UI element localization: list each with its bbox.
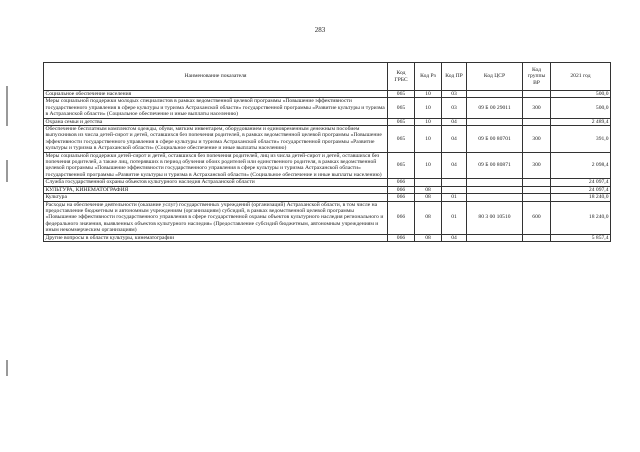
row-pr: 03 (442, 91, 467, 98)
row-name: Охрана семьи и детства (44, 118, 388, 125)
row-amount: 391,0 (551, 126, 611, 153)
col-header-year: 2021 год (551, 63, 611, 91)
row-pr (442, 186, 467, 193)
row-grbs: 065 (388, 91, 415, 98)
scan-margin-mark (6, 160, 8, 182)
row-csr (467, 234, 523, 241)
table-row (44, 186, 611, 193)
row-vr (523, 91, 551, 98)
row-grbs: 066 (388, 179, 415, 186)
row-amount: 500,0 (551, 91, 611, 98)
table-row (44, 98, 611, 118)
table-row (44, 126, 611, 153)
row-csr (467, 194, 523, 201)
col-header-grbs: Код ГРБС (388, 63, 415, 91)
row-amount: 2 489,4 (551, 118, 611, 125)
row-rz: 10 (415, 98, 442, 118)
row-name: Культура (44, 194, 388, 201)
table-row (44, 118, 611, 125)
row-name: Расходы на обеспечение деятельности (оказание услуг) государственных учреждений (организаций) Астраханской области, в том числе на предоставление бюджетным и автономным учреждениям (организациям) субсидий, в рамках ведомственной целевой программы «Повышение эффективности государственного управления в сфере государственной охраны объектов культурного наследия регионального и федерального значения, выявленных объектов культурного наследия» (Предоставление субсидий бюджетным, автономным учреждениям и иным некоммерческим организациям) (44, 201, 388, 234)
row-pr: 01 (442, 194, 467, 201)
row-amount: 500,0 (551, 98, 611, 118)
col-header-rz: Код Рз (415, 63, 442, 91)
row-grbs: 066 (388, 234, 415, 241)
row-rz (415, 179, 442, 186)
row-name: Меры социальной поддержки детей-сирот и детей, оставшихся без попечения родителей, лиц из числа детей-сирот и детей, оставшихся без попечения родителей, а также лиц, потерявших в период обучения обоих родителей или единственного родителя, в рамках ведомственной целевой программы «Повышение эффективности государственного управления в сфере культуры и туризма Астраханской области» государственной программы «Развитие культуры и туризма в Астраханской области» (Социальное обеспечение и иные выплаты населению) (44, 152, 388, 179)
row-csr (467, 118, 523, 125)
row-rz: 08 (415, 234, 442, 241)
table-header-row (44, 63, 611, 91)
row-csr (467, 186, 523, 193)
table-row (44, 234, 611, 241)
row-vr: 300 (523, 152, 551, 179)
row-vr (523, 186, 551, 193)
row-grbs: 065 (388, 98, 415, 118)
row-name: Обеспечение бесплатным комплектом одежды, обуви, мягким инвентарем, оборудованием и единовременным денежным пособием выпускников из числа детей-сирот и детей, оставшихся без попечения родителей, в рамках ведомственной целевой программы «Повышение эффективности государственного управления в сфере культуры и туризма Астраханской области» государственной программы «Развитие культуры и туризма в Астраханской области» (Социальное обеспечение и иные выплаты населению) (44, 126, 388, 153)
row-grbs: 065 (388, 118, 415, 125)
row-vr (523, 194, 551, 201)
row-pr: 04 (442, 152, 467, 179)
col-header-name: Наименование показателя (44, 63, 388, 91)
row-amount: 24 097,4 (551, 179, 611, 186)
row-vr: 600 (523, 201, 551, 234)
row-amount: 18 240,0 (551, 201, 611, 234)
row-rz: 08 (415, 194, 442, 201)
row-grbs: 066 (388, 194, 415, 201)
row-amount: 2 098,4 (551, 152, 611, 179)
row-name: КУЛЬТУРА, КИНЕМАТОГРАФИЯ (44, 186, 388, 193)
row-rz: 10 (415, 118, 442, 125)
col-header-vr: Код группы ВР (523, 63, 551, 91)
table-row (44, 179, 611, 186)
col-header-pr: Код ПР (442, 63, 467, 91)
row-pr: 04 (442, 118, 467, 125)
row-rz: 10 (415, 91, 442, 98)
row-grbs: 066 (388, 186, 415, 193)
row-rz: 10 (415, 126, 442, 153)
col-header-csr: Код ЦСР (467, 63, 523, 91)
table-row (44, 152, 611, 179)
row-amount: 5 857,4 (551, 234, 611, 241)
row-pr: 04 (442, 234, 467, 241)
scan-margin-mark (6, 86, 8, 126)
row-vr: 300 (523, 126, 551, 153)
row-rz: 08 (415, 186, 442, 193)
row-csr: 80 3 00 10510 (467, 201, 523, 234)
row-amount: 18 240,0 (551, 194, 611, 201)
row-pr (442, 179, 467, 186)
row-csr: 09 Б 00 80871 (467, 152, 523, 179)
row-csr: 09 Б 00 80701 (467, 126, 523, 153)
table-row (44, 91, 611, 98)
row-grbs: 066 (388, 201, 415, 234)
row-vr (523, 118, 551, 125)
scan-margin-mark (6, 360, 8, 376)
row-amount: 24 097,4 (551, 186, 611, 193)
page-number: 283 (314, 26, 326, 34)
row-rz: 10 (415, 152, 442, 179)
table-row (44, 201, 611, 234)
row-name: Социальное обеспечение населения (44, 91, 388, 98)
row-csr: 09 Б 00 29011 (467, 98, 523, 118)
row-name: Другие вопросы в области культуры, кинематографии (44, 234, 388, 241)
row-csr (467, 179, 523, 186)
row-rz: 08 (415, 201, 442, 234)
row-pr: 04 (442, 126, 467, 153)
table-row (44, 194, 611, 201)
row-grbs: 065 (388, 126, 415, 153)
row-name: Меры социальной поддержки молодых специалистов в рамках ведомственной целевой программы «Повышение эффективности государственного управления в сфере культуры и туризма Астраханской области» государственной программы «Развитие культуры и туризма в Астраханской области» (Социальное обеспечение и иные выплаты населению) (44, 98, 388, 118)
row-vr (523, 179, 551, 186)
row-vr (523, 234, 551, 241)
budget-table (43, 62, 611, 242)
row-pr: 01 (442, 201, 467, 234)
row-vr: 300 (523, 98, 551, 118)
row-name: Служба государственной охраны объектов культурного наследия Астраханской области (44, 179, 388, 186)
row-grbs: 065 (388, 152, 415, 179)
row-pr: 03 (442, 98, 467, 118)
row-csr (467, 91, 523, 98)
